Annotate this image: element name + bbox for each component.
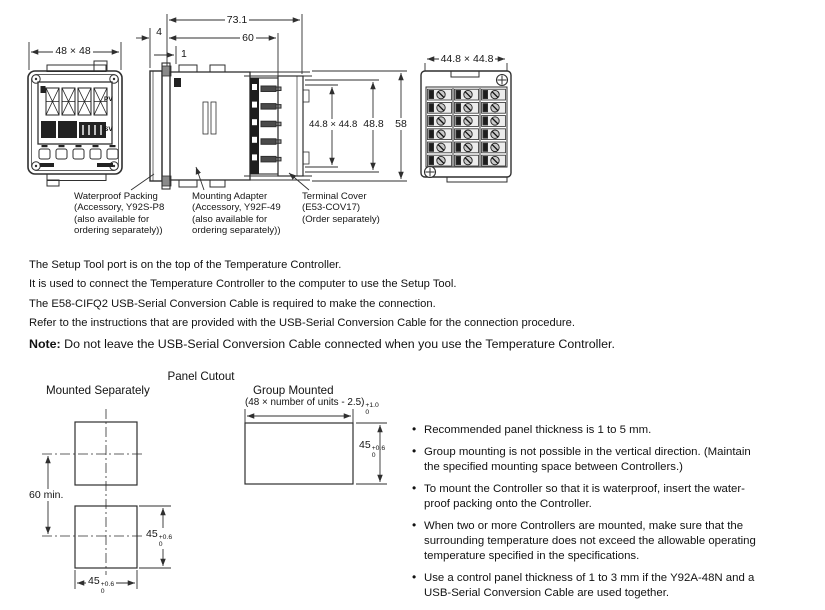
paragraph-line: The Setup Tool port is on the top of the Temperature Controller. bbox=[29, 259, 342, 271]
note-label: Note: bbox=[29, 336, 61, 351]
setup-tool-paragraph bbox=[29, 256, 819, 353]
pv-display-label: PV bbox=[104, 96, 113, 103]
side-packing-offset-dimension: 1 bbox=[181, 48, 187, 60]
note-item: • Use a control panel thickness of 1 to 3 mm if the Y92A-48N and a USB-Serial Conversion Cable are used together. bbox=[411, 571, 817, 601]
note-item: • To mount the Controller so that it is waterproof, insert the water- proof packing onto the Controller. bbox=[411, 482, 817, 512]
tolerance-stack: +0.6 0 bbox=[100, 581, 115, 595]
cutout-width-dimension: 45 +0.6 0 bbox=[88, 575, 115, 595]
rear-size-dimension: 44.8 × 44.8 bbox=[440, 53, 494, 65]
note-line bbox=[29, 335, 819, 353]
vertical-pitch-dimension: 60 min. bbox=[29, 489, 64, 501]
front-view-drawing bbox=[28, 42, 122, 186]
panel-cutout-drawing bbox=[42, 409, 387, 589]
sv-display-label: SV bbox=[104, 126, 113, 133]
group-height-dimension: 45 +0.6 0 bbox=[359, 439, 386, 459]
mounted-separately-label: Mounted Separately bbox=[46, 384, 150, 397]
terminal-cover-callout: Terminal Cover (E53-COV17) (Order separately) bbox=[302, 191, 380, 225]
side-total-height-dimension: 58 bbox=[395, 118, 407, 130]
tolerance-stack: +0.6 0 bbox=[158, 534, 173, 548]
mounting-adapter-callout: Mounting Adapter (Accessory, Y92F-49 (also available for ordering separately)) bbox=[192, 191, 281, 236]
rear-view-drawing bbox=[421, 59, 511, 182]
panel-cutout-title: Panel Cutout bbox=[167, 370, 235, 383]
side-view-drawing bbox=[136, 14, 407, 189]
note-item: • Group mounting is not possible in the vertical direction. (Maintain the specified mounting space between Controllers.) bbox=[411, 445, 817, 475]
paragraph-line: Refer to the instructions that are provided with the USB-Serial Conversion Cable for the connection procedure. bbox=[29, 317, 575, 330]
mounting-notes-list bbox=[411, 423, 817, 608]
waterproof-packing-callout: Waterproof Packing (Accessory, Y92S-P8 (also available for ordering separately)) bbox=[74, 191, 165, 236]
group-width-formula: (48 × number of units - 2.5) +1.0 0 bbox=[245, 397, 379, 416]
note-text: Do not leave the USB-Serial Conversion Cable connected when you use the Temperature Controller. bbox=[60, 336, 615, 351]
cutout-height-dimension: 45 +0.6 0 bbox=[146, 528, 173, 548]
note-item: • When two or more Controllers are mounted, make sure that the surrounding temperature does not exceed the allowable operating temperature specified in the specifications. bbox=[411, 519, 817, 564]
side-bezel-depth-dimension: 4 bbox=[156, 26, 162, 38]
side-total-depth-dimension: 73.1 bbox=[226, 14, 248, 26]
group-mounted-label: Group Mounted bbox=[253, 384, 334, 397]
side-body-square-dimension: 44.8 × 44.8 bbox=[309, 119, 358, 130]
paragraph-line: It is used to connect the Temperature Controller to the computer to use the Setup Tool. bbox=[29, 278, 457, 291]
paragraph-line: The E58-CIFQ2 USB-Serial Conversion Cable is required to make the connection. bbox=[29, 297, 436, 310]
side-body-depth-dimension: 60 bbox=[242, 32, 254, 44]
note-item: • Recommended panel thickness is 1 to 5 mm. bbox=[411, 423, 817, 438]
side-adapter-height-dimension: 48.8 bbox=[363, 118, 384, 130]
tolerance-stack: +0.6 0 bbox=[371, 445, 386, 459]
front-size-dimension: 48 × 48 bbox=[55, 45, 91, 57]
tolerance-stack: +1.0 0 bbox=[365, 402, 379, 416]
